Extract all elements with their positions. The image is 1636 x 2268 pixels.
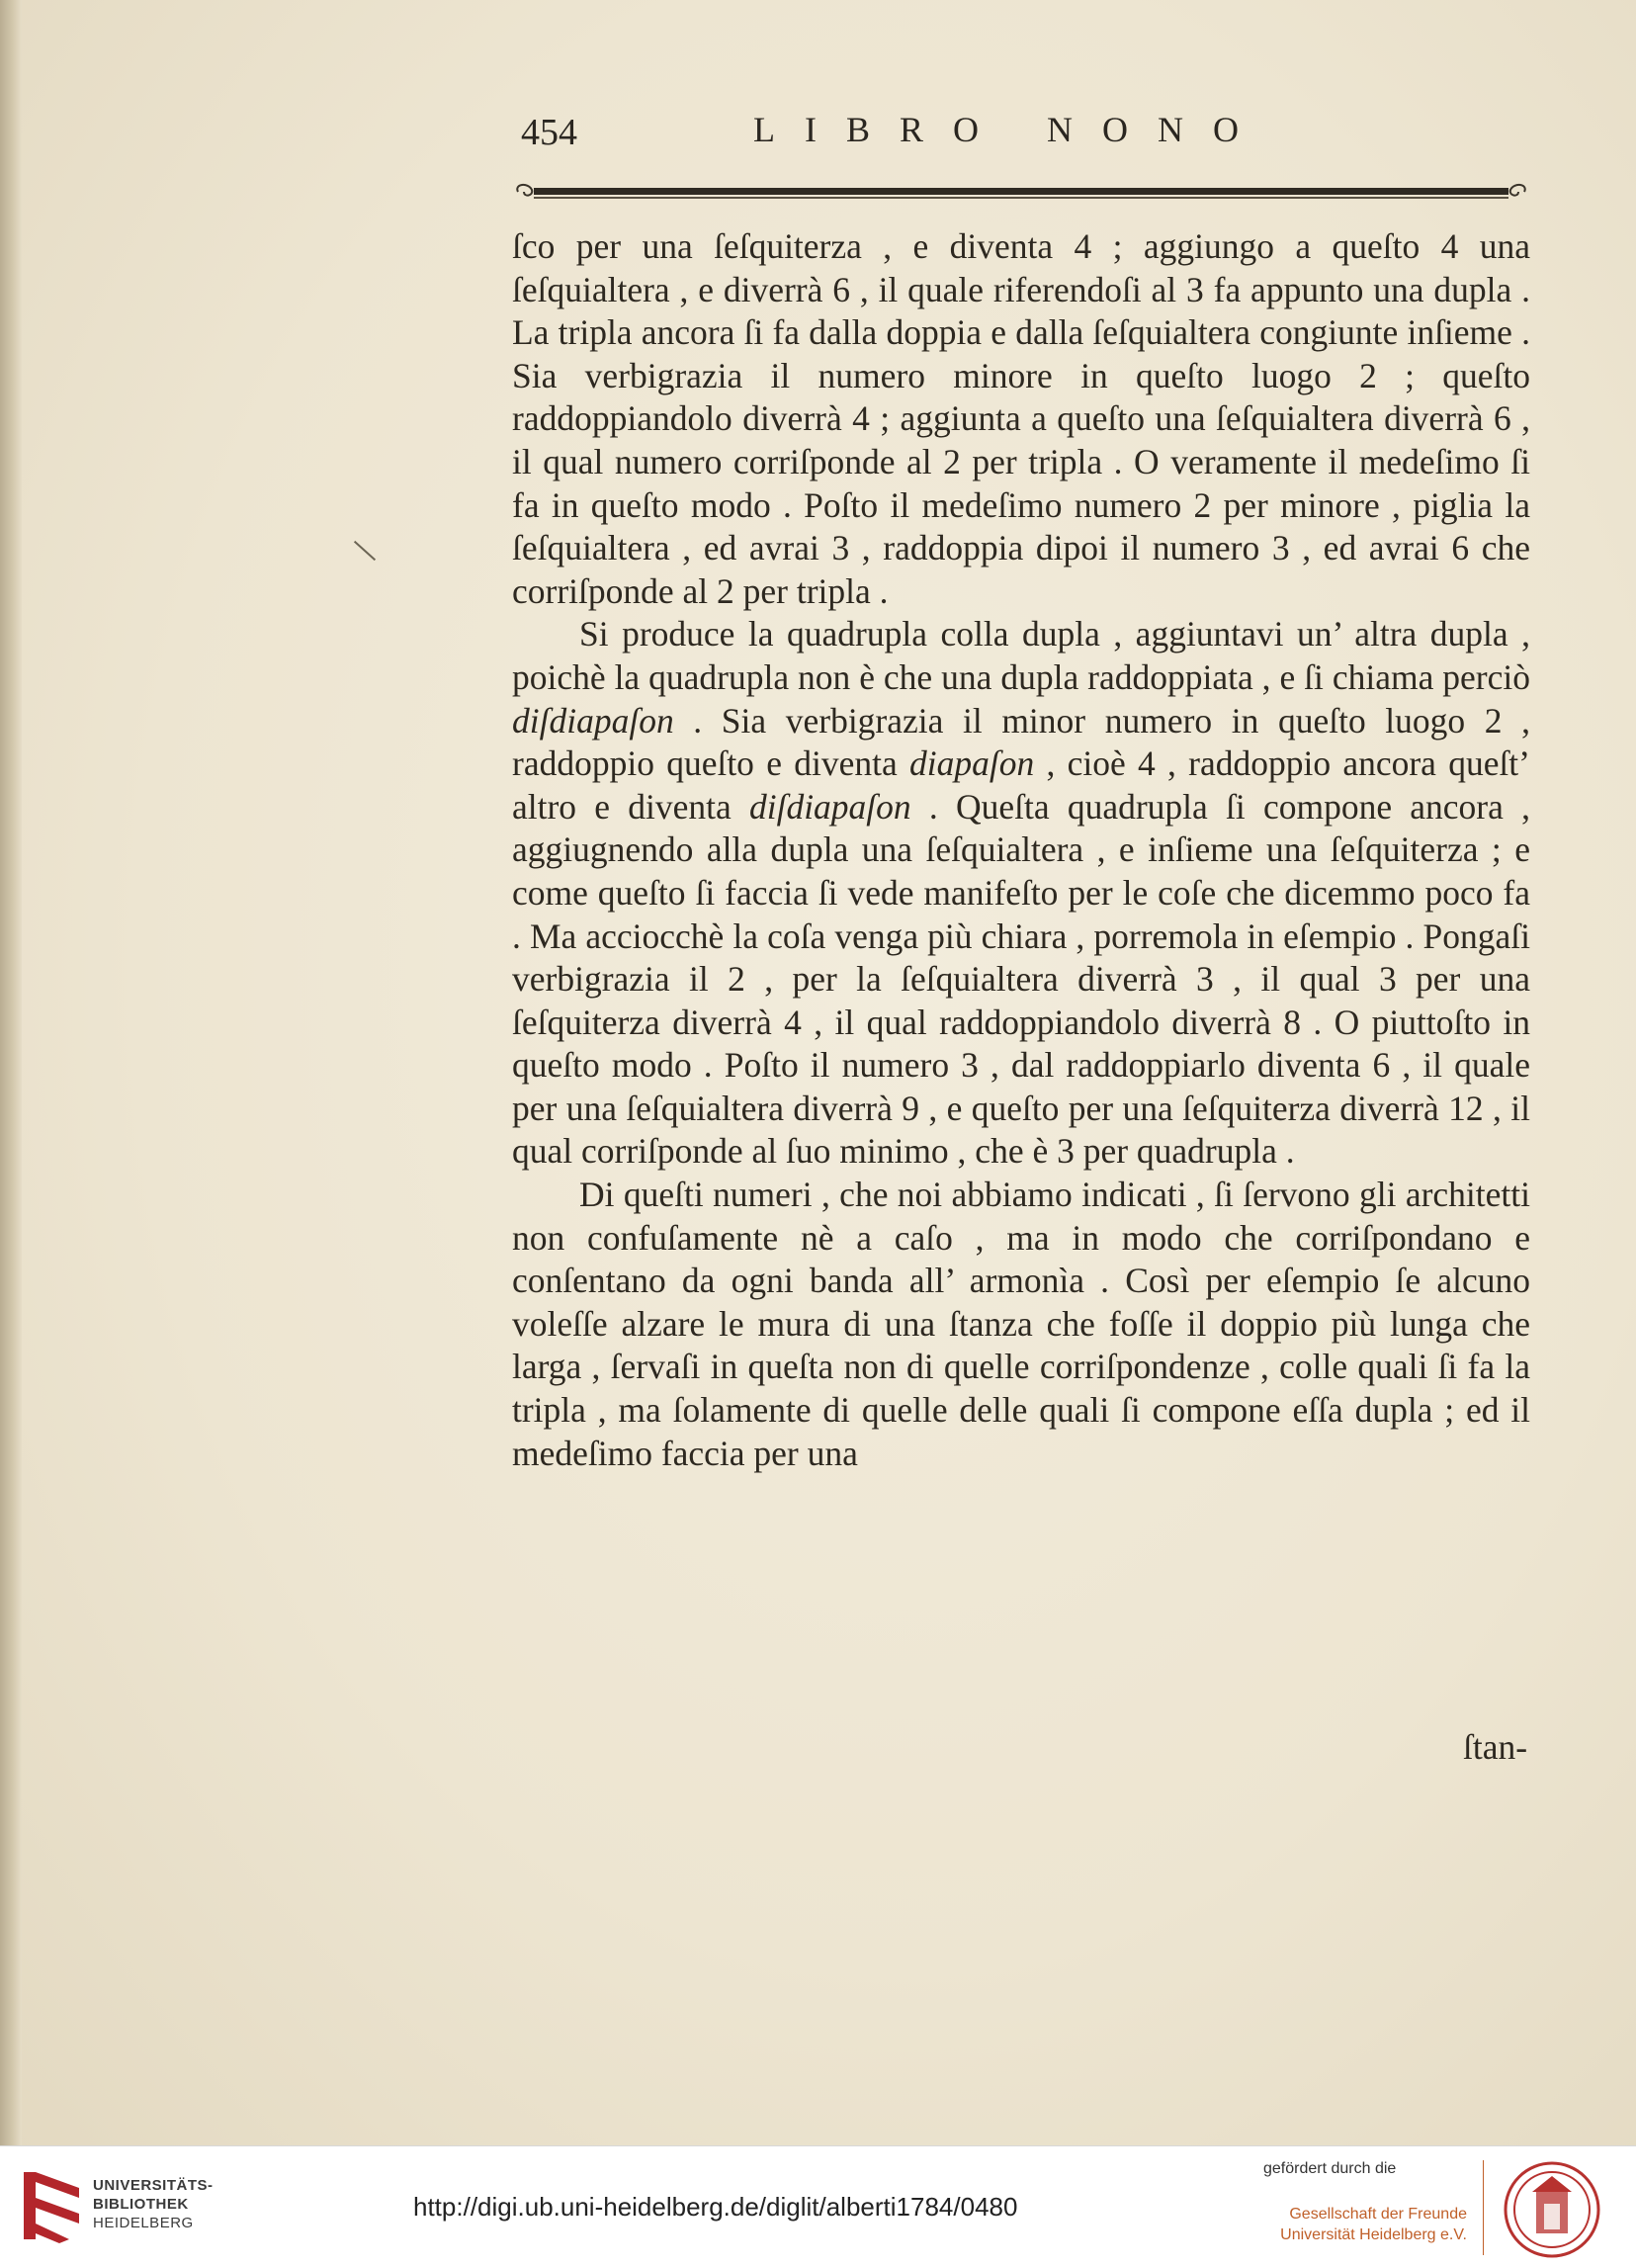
text-run: Si produce la quadrupla colla dupla , aggiuntavi un’ altra dupla , poichè la quadrupla non è che una dupla raddoppiata , e ſi chiama perciò (512, 614, 1530, 697)
text-run: ſco per una ſeſquiterza , e diventa 4 ; aggiungo a queſto 4 una ſeſquialtera , e diverrà 6 , il quale riferendoſi al 3 fa appunto una dupla . La tripla ancora ſi fa dalla doppia e dalla ſeſquialtera congiunte inſieme . Sia verbigrazia il numero minore in queſto luogo 2 ; queſto raddoppiandolo diverrà 4 ; aggiunta a queſto una ſeſquialtera diverrà 6 , il qual numero corriſponde al 2 per tripla . O veramente il medeſimo ſi fa in queſto modo . Poſto il medeſimo numero 2 per minore , piglia la ſeſquialtera , ed avrai 3 , raddoppia dipoi il numero 3 , ed avrai 6 che corriſponde al 2 per tripla . (512, 226, 1530, 611)
italic-term: diſdiapaſon (512, 700, 674, 741)
university-seal-icon (1503, 2160, 1601, 2259)
text-run: . Sia verbigrazia il minor numero in queſto luogo 2 , raddoppio queſto e diventa (512, 700, 1530, 784)
italic-term: diapaſon (908, 743, 1035, 784)
sponsor-divider (1483, 2160, 1484, 2255)
margin-mark (354, 541, 376, 561)
running-title: LIBRO NONO (753, 110, 1268, 149)
italic-term: diſdiapaſon (748, 786, 911, 827)
text-run: Di queſti numeri , che noi abbiamo indicati , ſi ſervono gli architetti non confuſamente nè a caſo , ma in modo che corriſpondano e conſentano da ogni banda all’ armonìa . Così per eſempio ſe alcuno voleſſe alzare le mura di una ſtanza che foſſe il doppio più lunga che larga , ſervaſi in queſta non di quelle corriſpondenze , colle quali ſi fa la tripla , ma ſolamente di quelle delle quali ſi compone eſſa dupla ; ed il medeſimo faccia per una (512, 1175, 1530, 1473)
text-run: , cioè 4 , raddoppio ancora queſt’ altro e diventa (512, 743, 1530, 827)
page-edge-shadow (0, 0, 22, 2145)
paragraph (512, 1174, 1530, 1475)
page-number: 454 (521, 112, 577, 153)
permalink-url[interactable]: http://digi.ub.uni-heidelberg.de/diglit/alberti1784/0480 (413, 2192, 1018, 2222)
paragraph (512, 613, 1530, 1174)
university-library-logo-icon (20, 2168, 83, 2247)
digitization-footer (0, 2145, 1636, 2268)
catchword: ſtan- (1463, 1727, 1528, 1767)
library-name: UNIVERSITÄTS- BIBLIOTHEK HEIDELBERG (93, 2177, 214, 2231)
ornamental-rule (512, 178, 1530, 206)
text-run: . Queſta quadrupla ſi compone ancora , aggiugnendo alla dupla una ſeſquialtera , e inſieme una ſeſquiterza ; e come queſto ſi faccia ſi vede manifeſto per le coſe che dicemmo poco fa . Ma acciocchè la coſa venga più chiara , porremola in eſempio . Pongaſi verbigrazia il 2 , per la ſeſquialtera diverrà 3 , il qual 3 per una ſeſquiterza diverrà 4 , il qual raddoppiandolo diverrà 8 . O piuttoſto in queſto modo . Poſto il numero 3 , dal raddoppiarlo diventa 6 , il quale per una ſeſquialtera diverrà 9 , e queſto per una ſeſquiterza diverrà 12 , il qual corriſponde al ſuo minimo , che è 3 per quadrupla . (512, 786, 1530, 1172)
body-text (512, 225, 1530, 1475)
page-header (521, 99, 1544, 158)
paragraph (512, 225, 1530, 613)
funded-by-label: gefördert durch die (1263, 2160, 1397, 2177)
sponsor-name: Gesellschaft der Freunde Universität Heidelberg e.V. (1280, 2206, 1467, 2243)
